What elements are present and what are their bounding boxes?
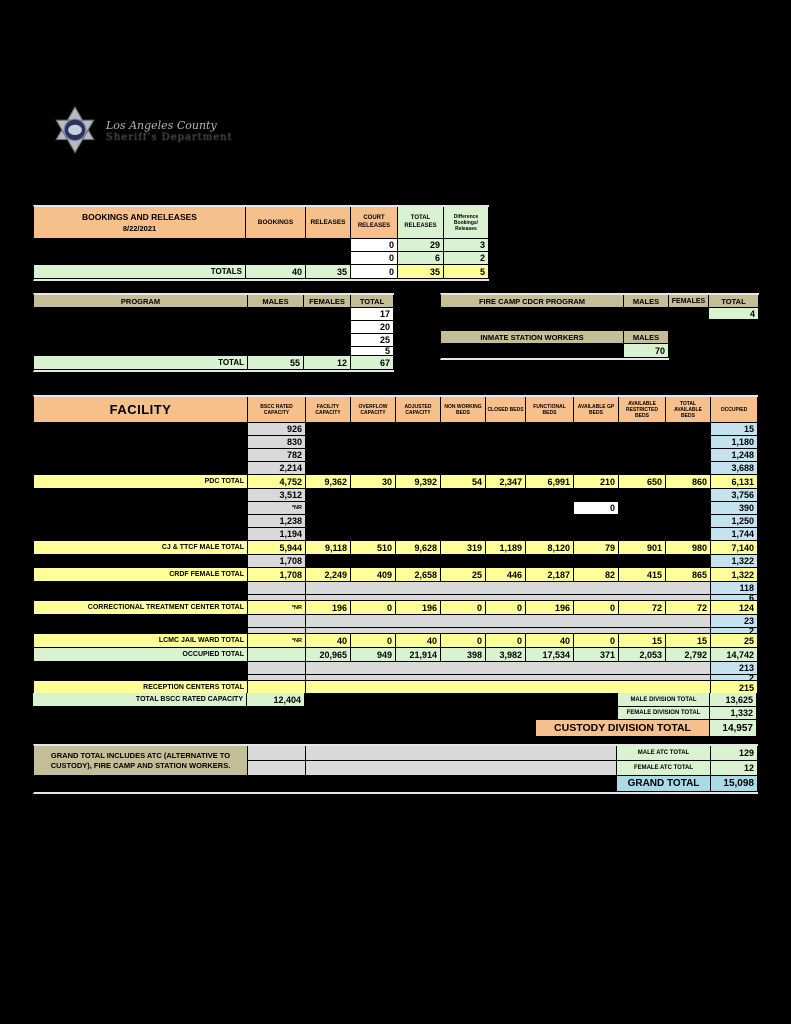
- redacted-cell: [306, 528, 351, 541]
- redacted-cell: [666, 436, 711, 449]
- program-total-cell: 17: [351, 308, 394, 321]
- program-grand-total: 67: [351, 356, 394, 370]
- bed-count-cell: 650: [619, 475, 666, 489]
- redacted-cell: [396, 423, 441, 436]
- redacted-cell: [666, 489, 711, 502]
- occupied-cell: 1,250: [711, 515, 758, 528]
- facility-name-redacted: [34, 489, 248, 502]
- bookings-table: [33, 205, 489, 281]
- redacted-cell: [34, 252, 351, 265]
- redacted-span-cell: [306, 582, 711, 595]
- bed-count-cell: 20,965: [306, 648, 351, 662]
- bscc-rated-capacity-cell: 2,214: [248, 462, 306, 475]
- logo-dept-text: Sheriff's Department: [106, 132, 233, 143]
- logo-text: [106, 119, 233, 143]
- custody-division-value: 14,957: [710, 720, 757, 737]
- bed-count-cell: 9,362: [306, 475, 351, 489]
- facility-name-redacted: [34, 662, 248, 675]
- male-atc-label: MALE ATC TOTAL: [617, 746, 711, 761]
- bookings-title: BOOKINGS AND RELEASES: [82, 211, 197, 222]
- occupied-cell: 23: [711, 615, 758, 628]
- redacted-cell: [441, 515, 486, 528]
- facility-row-label: CRDF FEMALE TOTAL: [34, 568, 248, 582]
- bed-count-cell: 371: [574, 648, 619, 662]
- redacted-cell: [574, 489, 619, 502]
- redacted-cell: [351, 555, 396, 568]
- redacted-cell: [306, 502, 351, 515]
- redacted-cell: [526, 462, 574, 475]
- col-header-overflow-capacity: OVERFLOW CAPACITY: [351, 397, 396, 423]
- occupied-cell: 1,322: [711, 568, 758, 582]
- bscc-rated-capacity-cell: [248, 648, 306, 662]
- redacted-gray-cell: [306, 761, 617, 776]
- bed-count-cell: 40: [526, 634, 574, 648]
- redacted-cell: [351, 436, 396, 449]
- bed-count-cell: 0: [351, 634, 396, 648]
- redacted-cell: [526, 528, 574, 541]
- facility-name-redacted: [34, 462, 248, 475]
- redacted-cell: [351, 515, 396, 528]
- bscc-rated-capacity-cell: 1,708: [248, 568, 306, 582]
- facility-name-redacted: [34, 615, 248, 628]
- bed-count-cell: 2,249: [306, 568, 351, 582]
- col-header-females: FEMALES: [669, 295, 709, 308]
- male-division-label: MALE DIVISION TOTAL: [618, 693, 710, 707]
- grand-total-label: GRAND TOTAL: [617, 776, 711, 792]
- fire-camp-total-cell: 4: [709, 308, 759, 320]
- col-header-functional-beds: FUNCTIONAL BEDS: [526, 397, 574, 423]
- bed-count-cell: 196: [306, 601, 351, 615]
- inmate-workers-table: [440, 331, 669, 360]
- col-header-releases: RELEASES: [306, 207, 351, 239]
- col-header-bookings: BOOKINGS: [246, 207, 306, 239]
- redacted-cell: [441, 462, 486, 475]
- redacted-cell: [666, 462, 711, 475]
- bed-count-cell: 0: [441, 634, 486, 648]
- bed-count-cell: 82: [574, 568, 619, 582]
- redacted-cell: [486, 436, 526, 449]
- fire-camp-table: [440, 293, 759, 320]
- facility-row-label: RECEPTION CENTERS TOTAL: [34, 681, 248, 695]
- program-females-total: 12: [304, 356, 351, 370]
- program-males-total: 55: [248, 356, 304, 370]
- redacted-cell: [34, 334, 351, 347]
- grand-total-note: GRAND TOTAL INCLUDES ATC (ALTERNATIVE TO CUSTODY), FIRE CAMP AND STATION WORKERS.: [34, 746, 248, 776]
- occupied-cell: 215: [711, 681, 758, 695]
- bed-count-cell: 15: [666, 634, 711, 648]
- occupied-cell: 2: [711, 628, 758, 634]
- bscc-rated-capacity-cell: [248, 615, 306, 628]
- total-releases-total-cell: 35: [398, 265, 444, 279]
- bscc-rated-capacity-cell: 4,752: [248, 475, 306, 489]
- col-header-adjusted-capacity: ADJUSTED CAPACITY: [396, 397, 441, 423]
- bookings-total-cell: 40: [246, 265, 306, 279]
- bed-count-cell: 9,392: [396, 475, 441, 489]
- redacted-cell: [666, 423, 711, 436]
- occupied-cell: 3,688: [711, 462, 758, 475]
- total-releases-cell: 29: [398, 239, 444, 252]
- redacted-cell: [441, 555, 486, 568]
- redacted-cell: [306, 555, 351, 568]
- redacted-cell: [486, 515, 526, 528]
- bed-count-cell: 0: [574, 601, 619, 615]
- redacted-cell: [619, 462, 666, 475]
- bed-count-cell: 0: [441, 601, 486, 615]
- bed-count-cell: 30: [351, 475, 396, 489]
- program-total-cell: 25: [351, 334, 394, 347]
- bed-count-cell: 2,187: [526, 568, 574, 582]
- redacted-cell: [619, 555, 666, 568]
- occupied-cell: 124: [711, 601, 758, 615]
- redacted-cell: [351, 423, 396, 436]
- redacted-cell: [396, 502, 441, 515]
- spacer: [305, 693, 618, 707]
- female-division-value: 1,332: [710, 707, 757, 720]
- bed-count-cell: 2,053: [619, 648, 666, 662]
- bed-count-cell: 54: [441, 475, 486, 489]
- bed-count-cell: 865: [666, 568, 711, 582]
- redacted-cell: [666, 555, 711, 568]
- redacted-cell: [351, 462, 396, 475]
- grand-total-value: 15,098: [711, 776, 758, 792]
- bed-count-cell: 79: [574, 541, 619, 555]
- occupied-cell: 390: [711, 502, 758, 515]
- occupied-cell: 7,140: [711, 541, 758, 555]
- inmate-workers-males-cell: 70: [624, 344, 669, 358]
- redacted-cell: [396, 436, 441, 449]
- spacer: [34, 776, 617, 792]
- occupied-cell: 1,248: [711, 449, 758, 462]
- bed-count-cell: 446: [486, 568, 526, 582]
- redacted-cell: [574, 462, 619, 475]
- redacted-cell: [441, 436, 486, 449]
- occupied-cell: 14,742: [711, 648, 758, 662]
- bed-count-cell: 409: [351, 568, 396, 582]
- col-header-total: TOTAL: [709, 295, 759, 308]
- court-releases-cell: 0: [351, 239, 398, 252]
- occupied-cell: 1,322: [711, 555, 758, 568]
- custody-division-label: CUSTODY DIVISION TOTAL: [536, 720, 710, 737]
- bscc-rated-capacity-cell: 830: [248, 436, 306, 449]
- col-header-available-gp-beds: AVAILABLE GP BEDS: [574, 397, 619, 423]
- redacted-cell: [574, 449, 619, 462]
- redacted-cell: [526, 489, 574, 502]
- facility-row-label: CORRECTIONAL TREATMENT CENTER TOTAL: [34, 601, 248, 615]
- redacted-cell: [306, 436, 351, 449]
- redacted-cell: [486, 528, 526, 541]
- difference-cell: 3: [444, 239, 489, 252]
- bscc-rated-capacity-cell: [248, 662, 306, 675]
- occupied-cell: 15: [711, 423, 758, 436]
- custody-division-row: [33, 720, 757, 737]
- bed-count-cell: 8,120: [526, 541, 574, 555]
- female-atc-value: 12: [711, 761, 758, 776]
- redacted-cell: [486, 449, 526, 462]
- redacted-cell: [306, 423, 351, 436]
- col-header-total-available-beds: TOTAL AVAILABLE BEDS: [666, 397, 711, 423]
- redacted-gray-cell: [306, 746, 617, 761]
- redacted-cell: [486, 502, 526, 515]
- bed-count-cell: 6,991: [526, 475, 574, 489]
- redacted-cell: [396, 462, 441, 475]
- bscc-rated-capacity-cell: 926: [248, 423, 306, 436]
- totals-label: TOTALS: [34, 265, 246, 279]
- col-header-males: MALES: [248, 295, 304, 308]
- bed-count-cell: 0: [351, 601, 396, 615]
- bed-count-cell: 949: [351, 648, 396, 662]
- redacted-cell: [619, 436, 666, 449]
- bed-count-cell: 2,792: [666, 648, 711, 662]
- redacted-cell: [486, 555, 526, 568]
- grand-total-section: [33, 744, 758, 794]
- bed-count-cell: 901: [619, 541, 666, 555]
- bed-count-cell: 0: [486, 634, 526, 648]
- col-header-bscc-rated-capacity: BSCC RATED CAPACITY: [248, 397, 306, 423]
- bed-count-cell: 210: [574, 475, 619, 489]
- redacted-cell: [441, 423, 486, 436]
- redacted-cell: [306, 515, 351, 528]
- occupied-cell: 1,180: [711, 436, 758, 449]
- facility-name-redacted: [34, 423, 248, 436]
- bed-count-cell: 510: [351, 541, 396, 555]
- spacer: [33, 720, 536, 737]
- facility-name-redacted: [34, 582, 248, 595]
- male-division-value: 13,625: [710, 693, 757, 707]
- program-title: PROGRAM: [34, 295, 248, 308]
- sheriff-star-icon: [52, 106, 98, 156]
- redacted-cell: [441, 502, 486, 515]
- program-total-label: TOTAL: [34, 356, 248, 370]
- redacted-cell: [666, 502, 711, 515]
- fire-camp-title: FIRE CAMP CDCR PROGRAM: [441, 295, 624, 308]
- bed-count-cell: 40: [396, 634, 441, 648]
- bscc-rated-capacity-cell: 1,238: [248, 515, 306, 528]
- redacted-cell: [306, 449, 351, 462]
- bed-count-cell: 25: [441, 568, 486, 582]
- occupied-cell: 6,131: [711, 475, 758, 489]
- redacted-cell: [441, 308, 709, 320]
- col-header-court-releases: COURT RELEASES: [351, 207, 398, 239]
- bscc-capacity-row: [33, 693, 757, 707]
- redacted-cell: [396, 555, 441, 568]
- col-header-non-working-beds: NON WORKING BEDS: [441, 397, 486, 423]
- difference-total-cell: 5: [444, 265, 489, 279]
- redacted-cell: [486, 489, 526, 502]
- redacted-cell: [396, 515, 441, 528]
- redacted-cell: [526, 423, 574, 436]
- female-division-label: FEMALE DIVISION TOTAL: [618, 707, 710, 720]
- col-header-males: MALES: [624, 331, 669, 344]
- bed-count-cell: 40: [306, 634, 351, 648]
- releases-total-cell: 35: [306, 265, 351, 279]
- bed-count-cell: 319: [441, 541, 486, 555]
- redacted-cell: [619, 423, 666, 436]
- bed-count-cell: 196: [526, 601, 574, 615]
- facility-row-label: LCMC JAIL WARD TOTAL: [34, 634, 248, 648]
- total-bscc-value: 12,404: [247, 693, 305, 707]
- facility-name-redacted: [34, 502, 248, 515]
- bed-count-cell: 3,982: [486, 648, 526, 662]
- bed-count-cell: 72: [666, 601, 711, 615]
- redacted-cell: [666, 449, 711, 462]
- redacted-cell: [526, 502, 574, 515]
- bscc-rated-capacity-cell: *NR: [248, 601, 306, 615]
- redacted-cell: [619, 449, 666, 462]
- bed-count-cell: 9,628: [396, 541, 441, 555]
- redacted-cell: [574, 436, 619, 449]
- bed-count-cell: 196: [396, 601, 441, 615]
- total-releases-cell: 6: [398, 252, 444, 265]
- redacted-cell: [396, 449, 441, 462]
- redacted-cell: [619, 528, 666, 541]
- facility-table: [33, 395, 758, 695]
- occupied-cell: 213: [711, 662, 758, 675]
- logo: [52, 106, 233, 156]
- program-table: [33, 293, 394, 372]
- redacted-cell: [396, 489, 441, 502]
- bed-count-cell: 0: [574, 502, 619, 515]
- redacted-cell: [574, 515, 619, 528]
- col-header-males: MALES: [624, 295, 669, 308]
- redacted-cell: [526, 449, 574, 462]
- bed-count-cell: 21,914: [396, 648, 441, 662]
- facility-row-label: PDC TOTAL: [34, 475, 248, 489]
- redacted-cell: [666, 528, 711, 541]
- occupied-cell: 3,756: [711, 489, 758, 502]
- redacted-span-cell: [306, 662, 711, 675]
- bed-count-cell: 860: [666, 475, 711, 489]
- col-header-occupied: OCCUPIED: [711, 397, 758, 423]
- facility-title: FACILITY: [34, 397, 248, 423]
- redacted-cell: [619, 489, 666, 502]
- total-bscc-label: TOTAL BSCC RATED CAPACITY: [33, 693, 247, 707]
- facility-name-redacted: [34, 515, 248, 528]
- bscc-rated-capacity-cell: [248, 582, 306, 595]
- facility-name-redacted: [34, 528, 248, 541]
- male-atc-value: 129: [711, 746, 758, 761]
- occupied-cell: 2: [711, 675, 758, 681]
- bed-count-cell: 415: [619, 568, 666, 582]
- bed-count-cell: 72: [619, 601, 666, 615]
- redacted-cell: [396, 528, 441, 541]
- redacted-cell: [619, 515, 666, 528]
- female-atc-label: FEMALE ATC TOTAL: [617, 761, 711, 776]
- female-division-row: [33, 707, 757, 720]
- bscc-rated-capacity-cell: 5,944: [248, 541, 306, 555]
- bed-count-cell: 398: [441, 648, 486, 662]
- redacted-cell: [34, 308, 351, 321]
- redacted-cell: [574, 423, 619, 436]
- bookings-date: 8/22/2021: [122, 224, 157, 234]
- court-releases-cell: 0: [351, 252, 398, 265]
- redacted-cell: [34, 321, 351, 334]
- redacted-cell: [526, 515, 574, 528]
- facility-row-label: OCCUPIED TOTAL: [34, 648, 248, 662]
- bed-count-cell: 0: [574, 634, 619, 648]
- redacted-cell: [486, 462, 526, 475]
- logo-county-text: Los Angeles County: [106, 119, 217, 132]
- redacted-gray-cell: [248, 761, 306, 776]
- bed-count-cell: 0: [486, 601, 526, 615]
- bscc-rated-capacity-cell: 1,194: [248, 528, 306, 541]
- redacted-cell: [441, 528, 486, 541]
- difference-cell: 2: [444, 252, 489, 265]
- facility-name-redacted: [34, 436, 248, 449]
- redacted-gray-cell: [248, 746, 306, 761]
- occupied-cell: 118: [711, 582, 758, 595]
- inmate-workers-title: INMATE STATION WORKERS: [441, 331, 624, 344]
- bed-count-cell: 15: [619, 634, 666, 648]
- redacted-cell: [666, 515, 711, 528]
- bed-count-cell: 980: [666, 541, 711, 555]
- bed-count-cell: 17,534: [526, 648, 574, 662]
- bookings-title-cell: [34, 207, 246, 239]
- bscc-rated-capacity-cell: *NR: [248, 634, 306, 648]
- redacted-cell: [306, 462, 351, 475]
- col-header-total-releases: TOTAL RELEASES: [398, 207, 444, 239]
- redacted-cell: [441, 489, 486, 502]
- redacted-cell: [526, 555, 574, 568]
- bscc-rated-capacity-cell: 3,512: [248, 489, 306, 502]
- col-header-available-restricted-beds: AVAILABLE RESTRICTED BEDS: [619, 397, 666, 423]
- occupied-cell: 1,744: [711, 528, 758, 541]
- occupied-cell: 25: [711, 634, 758, 648]
- facility-name-redacted: [34, 449, 248, 462]
- program-total-cell: 20: [351, 321, 394, 334]
- col-header-difference: Difference Bookings/ Releases: [444, 207, 489, 239]
- bed-count-cell: 1,189: [486, 541, 526, 555]
- redacted-cell: [34, 347, 351, 356]
- bscc-rated-capacity-cell: *NR: [248, 502, 306, 515]
- redacted-cell: [351, 449, 396, 462]
- spacer: [33, 707, 618, 720]
- redacted-cell: [351, 489, 396, 502]
- redacted-cell: [351, 502, 396, 515]
- facility-row-label: CJ & TTCF MALE TOTAL: [34, 541, 248, 555]
- redacted-cell: [486, 423, 526, 436]
- facility-name-redacted: [34, 555, 248, 568]
- redacted-cell: [306, 489, 351, 502]
- bed-count-cell: 2,658: [396, 568, 441, 582]
- occupied-cell: 6: [711, 595, 758, 601]
- redacted-cell: [526, 436, 574, 449]
- col-header-facility-capacity: FACILITY CAPACITY: [306, 397, 351, 423]
- col-header-closed-beds: CLOSED BEDS: [486, 397, 526, 423]
- redacted-cell: [574, 528, 619, 541]
- bscc-rated-capacity-cell: 782: [248, 449, 306, 462]
- redacted-cell: [441, 344, 624, 358]
- court-releases-total-cell: 0: [351, 265, 398, 279]
- col-header-total: TOTAL: [351, 295, 394, 308]
- redacted-cell: [351, 528, 396, 541]
- redacted-cell: [34, 239, 351, 252]
- redacted-cell: [574, 555, 619, 568]
- bed-count-cell: 2,347: [486, 475, 526, 489]
- bed-count-cell: 9,118: [306, 541, 351, 555]
- program-total-cell: 5: [351, 347, 394, 356]
- bscc-rated-capacity-cell: 1,708: [248, 555, 306, 568]
- redacted-span-cell: [306, 615, 711, 628]
- redacted-cell: [441, 449, 486, 462]
- col-header-females: FEMALES: [304, 295, 351, 308]
- redacted-cell: [619, 502, 666, 515]
